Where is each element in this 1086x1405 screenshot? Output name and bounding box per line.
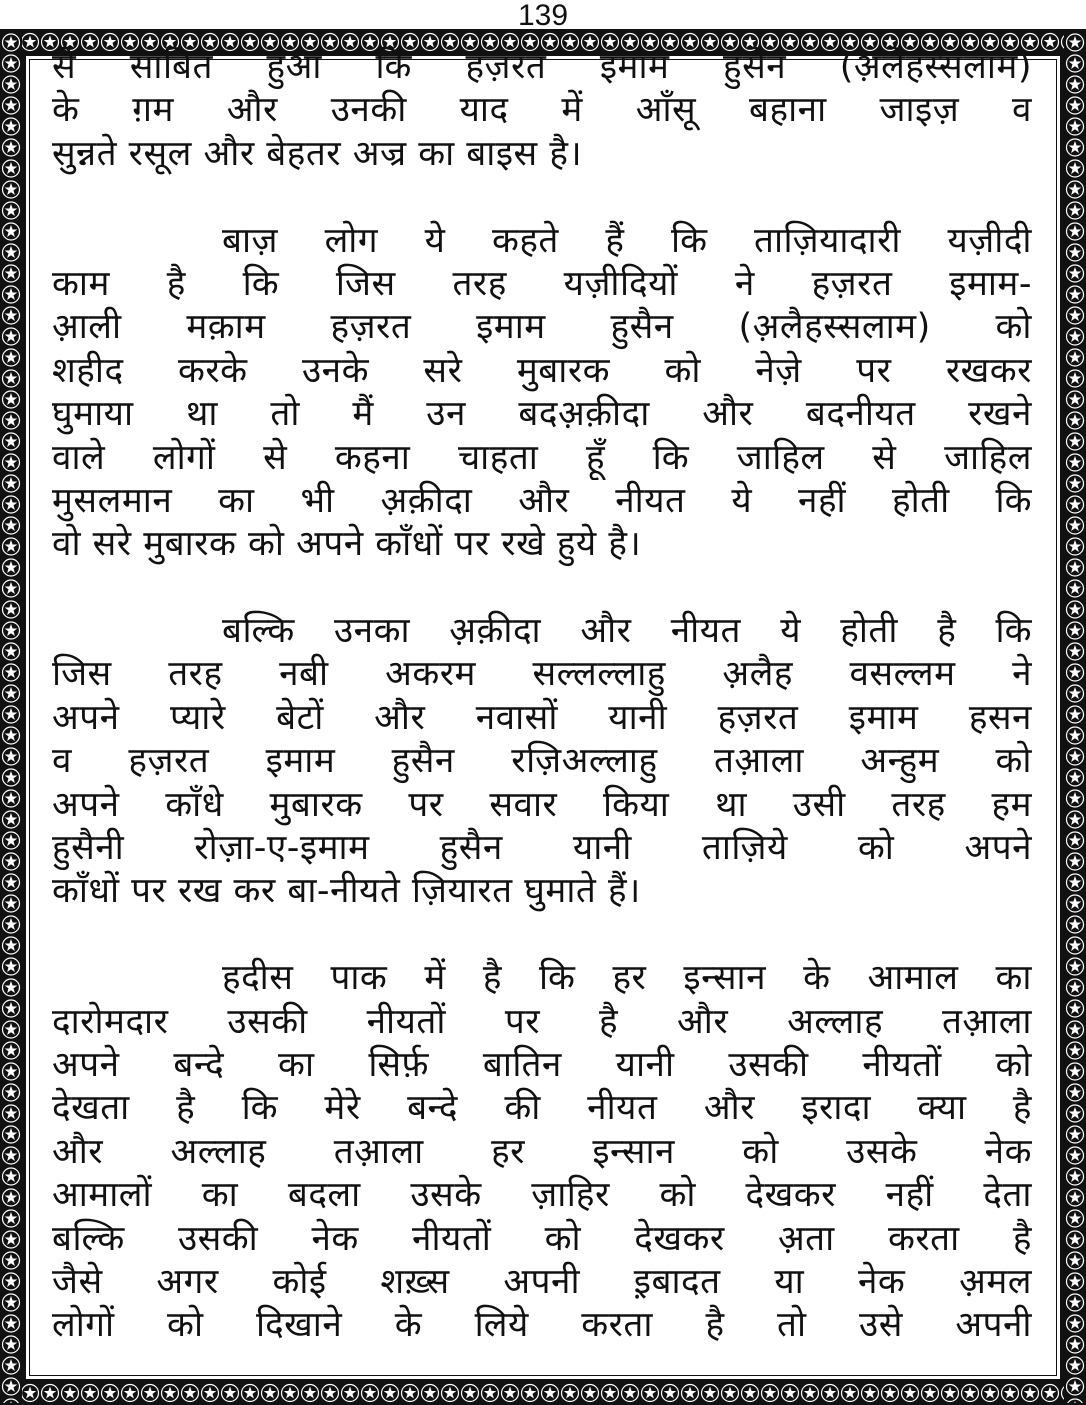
paragraph-1 [52,46,1032,176]
text-line: बाज़ लोग ये कहते हैं कि ताज़ियादारी यज़ीदी [222,220,1032,261]
text-line: घुमाया था तो मैं उन बदअ़क़ीदा और बदनीयत रखने [52,394,1032,435]
paragraph-gap [52,176,1032,219]
paragraph-2 [52,220,1032,567]
text-line: आ़ली मक़ाम हज़रत इमाम हुसैन (अ़लैहस्सलाम) को [52,307,1032,348]
text-line: दारोमदार उसकी नीयतों पर है और अल्लाह तआ़ला [52,1001,1032,1042]
text-line: जिस तरह नबी अकरम सल्लल्लाहु अ़लैह वसल्लम ने [52,654,1032,695]
text-line: काम है कि जिस तरह यज़ीदियों ने हज़रत इमाम- [52,263,1032,304]
text-line: से साबित हुआ कि हज़रत इमाम हुसैन (अ़लैहस्सलाम) [52,47,1032,87]
text-line: अपने काँधे मुबारक पर सवार किया था उसी तरह हम [52,784,1032,825]
text-line: लोगों को दिखाने के लिये करता है तो उसे अपनी [52,1305,1032,1346]
text-line: जैसे अगर कोई शख़्स अपनी इ़बादत या नेक अ़मल [52,1261,1032,1302]
text-line: अपने बन्दे का सिर्फ़ बातिन यानी उसकी नीयतों को [52,1044,1032,1085]
star-pattern-icon [1064,32,1086,1403]
star-pattern-icon [0,32,22,1403]
star-border-right [1064,32,1086,1403]
paragraph-gap [52,567,1032,610]
text-line: और अल्लाह तआ़ला हर इन्सान को उसके नेक [52,1131,1032,1172]
text-line: व हज़रत इमाम हुसैन रज़िअल्लाहु तआ़ला अन्हुम को [52,741,1032,782]
text-line: शहीद करके उनके सरे मुबारक को नेज़े पर रखकर [52,350,1032,391]
star-border-left [0,32,22,1403]
text-line: काँधों पर रख कर बा-नीयते ज़ियारत घुमाते हैं। [52,871,641,912]
text-line: अपने प्यारे बेटों और नवासों यानी हज़रत इमाम हसन [52,697,1032,738]
text-line: हुसैनी रोज़ा-ए-इमाम हुसैन यानी ताज़िये को अपने [52,828,1032,869]
star-border-bottom [0,1383,1086,1403]
page-number: 139 [517,0,569,32]
text-line: के ग़म और उनकी याद में आँसू बहाना जाइज़ व [52,90,1032,131]
text-line: वाले लोगों से कहना चाहता हूँ कि जाहिल से जाहिल [52,437,1032,478]
text-line: आमालों का बदला उसके ज़ाहिर को देखकर नहीं देता [52,1175,1032,1216]
star-pattern-icon [0,1383,1086,1403]
paragraph-4 [52,957,1032,1348]
paragraph-gap [52,914,1032,957]
paragraph-3 [52,610,1032,914]
text-line: सुन्नते रसूल और बेहतर अज्र का बाइस है। [52,133,583,174]
text-line: मुसलमान का भी अ़क़ीदा और नीयत ये नहीं होती कि [52,480,1032,521]
text-line: बल्कि उसकी नेक नीयतों को देखकर अ़ता करता है [52,1218,1032,1259]
text-line: देखता है कि मेरे बन्दे की नीयत और इरादा क्या है [52,1088,1032,1129]
text-line: वो सरे मुबारक को अपने काँधों पर रखे हुये है। [52,524,642,565]
page-body [52,46,1032,1348]
text-line: हदीस पाक में है कि हर इन्सान के आमाल का [222,958,1032,999]
text-line: बल्कि उनका अ़क़ीदा और नीयत ये होती है कि [222,611,1032,652]
